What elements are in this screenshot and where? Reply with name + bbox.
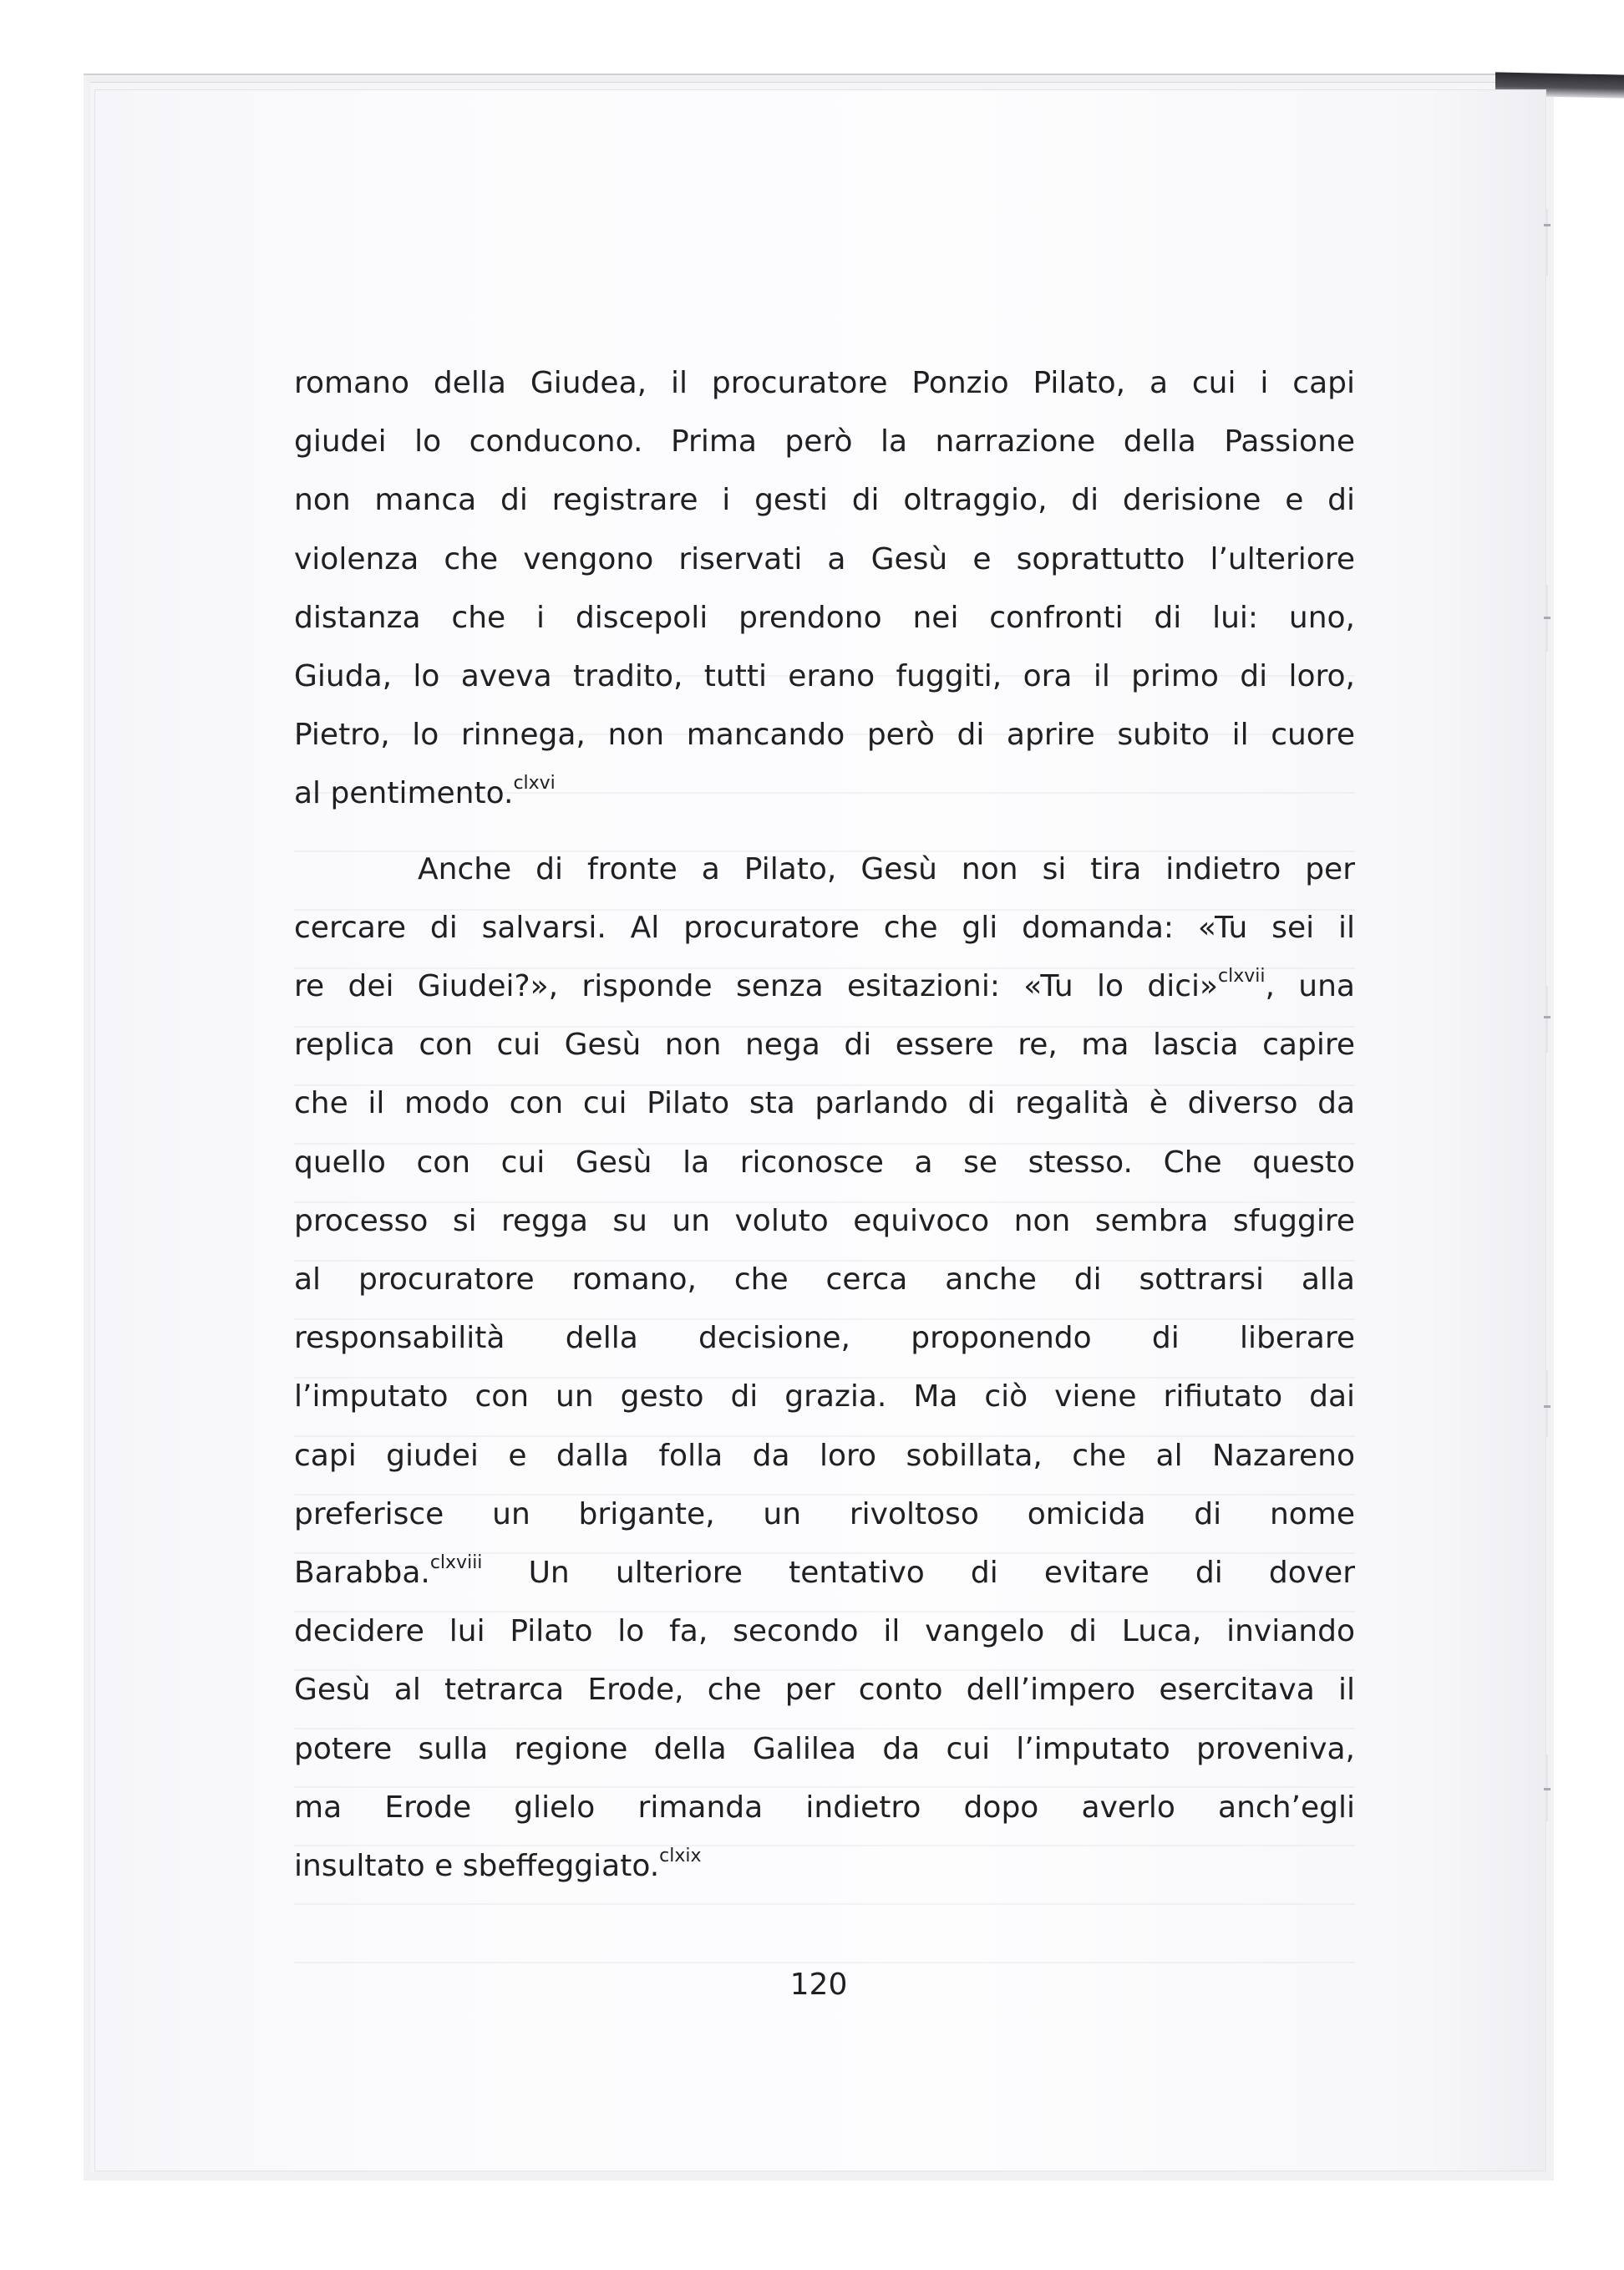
text-line: Anche di fronte a Pilato, Gesù non si tira indietro per [418, 851, 1355, 886]
text-run: Barabba. [294, 1556, 430, 1591]
text-line: giudei lo conducono. Prima però la narrazione della Passione [294, 424, 1355, 460]
text-line: che il modo con cui Pilato sta parlando di regalità è diverso da [294, 1086, 1355, 1121]
body-text [294, 354, 1355, 1896]
text-line: Gesù al tetrarca Erode, che per conto dell’impero esercitava il [294, 1673, 1355, 1708]
footnote-ref[interactable]: clxix [659, 1846, 702, 1867]
text-line: decidere lui Pilato lo fa, secondo il vangelo di Luca, inviando [294, 1614, 1355, 1649]
text-run: al pentimento. [294, 776, 514, 811]
text-line [294, 957, 1355, 1016]
stitch [1545, 209, 1548, 276]
stitch-mark [1544, 617, 1550, 619]
stitch [1545, 986, 1548, 1053]
text-line: al procuratore romano, che cerca anche di sottrarsi alla [294, 1262, 1355, 1298]
text-run: Un ulteriore tentativo di evitare di dover [482, 1556, 1355, 1591]
text-line: responsabilità della decisione, proponendo di liberare [294, 1321, 1355, 1356]
stitch-mark [1544, 224, 1550, 226]
text-line: replica con cui Gesù non nega di essere re, ma lascia capire [294, 1028, 1355, 1063]
text-line: potere sulla regione della Galilea da cui l’imputato proveniva, [294, 1731, 1355, 1766]
text-line: cercare di salvarsi. Al procuratore che gli domanda: «Tu sei il [294, 910, 1355, 945]
paragraph-1 [294, 354, 1355, 824]
text-line [294, 1544, 1355, 1602]
text-line: processo si regga su un voluto equivoco non sembra sfuggire [294, 1203, 1355, 1238]
text-line: capi giudei e dalla folla da loro sobillata, che al Nazareno [294, 1438, 1355, 1473]
text-line: l’imputato con un gesto di grazia. Ma ciò viene rifiutato dai [294, 1379, 1355, 1414]
text-line: ma Erode glielo rimanda indietro dopo averlo anch’egli [294, 1790, 1355, 1825]
text-line: preferisce un brigante, un rivoltoso omicida di nome [294, 1496, 1355, 1531]
footnote-ref[interactable]: clxvii [1218, 966, 1266, 988]
stitch-mark [1544, 1016, 1550, 1018]
paragraph-2 [294, 840, 1355, 1897]
text-line: non manca di registrare i gesti di oltraggio, di derisione e di [294, 483, 1355, 518]
text-line: Pietro, lo rinnega, non mancando però di aprire subito il cuore [294, 718, 1355, 753]
text-line: romano della Giudea, il procuratore Ponzio Pilato, a cui i capi [294, 366, 1355, 400]
text-line: violenza che vengono riservati a Gesù e soprattutto l’ulteriore [294, 541, 1355, 576]
text-line [294, 764, 1355, 823]
stitch-mark [1544, 1788, 1550, 1790]
page-number: 120 [789, 1968, 848, 2002]
text-run: insultato e sbeffeggiato. [294, 1849, 660, 1884]
text-line: quello con cui Gesù la riconosce a se stesso. Che questo [294, 1145, 1355, 1180]
text-line: distanza che i discepoli prendono nei confronti di lui: uno, [294, 600, 1355, 635]
footnote-ref[interactable]: clxviii [429, 1552, 483, 1574]
stitch-mark [1544, 1405, 1550, 1408]
stitch [1545, 1370, 1548, 1437]
text-run: re dei Giudei?», risponde senza esitazioni: «Tu lo dici» [294, 969, 1219, 1004]
footnote-ref[interactable]: clxvi [513, 773, 556, 795]
text-line [294, 1837, 1355, 1896]
text-run: , una [1265, 969, 1355, 1004]
text-line: Giuda, lo aveva tradito, tutti erano fuggiti, ora il primo di loro, [294, 659, 1355, 694]
